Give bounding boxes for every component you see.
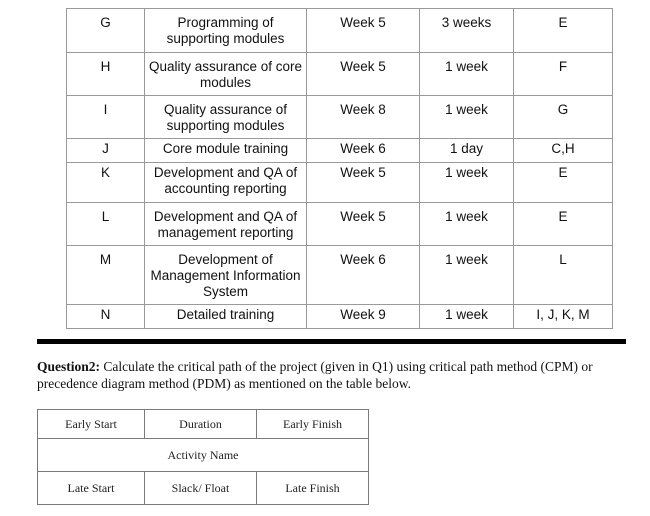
table-row [67,305,613,329]
activity-id: H [67,53,145,96]
activity-predecessor: C,H [514,139,613,163]
late-finish-cell: Late Finish [257,472,369,505]
activity-start: Week 5 [307,163,420,203]
activity-id: I [67,96,145,139]
activity-predecessor: I, J, K, M [514,305,613,329]
activity-predecessor: G [514,96,613,139]
early-finish-cell: Early Finish [257,410,369,439]
table-row [67,96,613,139]
activity-duration: 1 week [420,246,514,305]
activity-start: Week 8 [307,96,420,139]
activity-predecessor: E [514,203,613,246]
early-start-cell: Early Start [38,410,145,439]
activity-duration: 1 week [420,203,514,246]
activity-id: K [67,163,145,203]
activity-start: Week 5 [307,203,420,246]
activity-description: Quality assurance of core modules [145,53,307,96]
activity-id: M [67,246,145,305]
activity-table [66,8,613,329]
activity-id: J [67,139,145,163]
activity-duration: 1 week [420,163,514,203]
activity-start: Week 9 [307,305,420,329]
activity-start: Week 6 [307,246,420,305]
activity-start: Week 5 [307,53,420,96]
question-body: Calculate the critical path of the project (given in Q1) using critical path method (CPM) or precedence diagram method (PDM) as mentioned on the table below. [37,359,593,391]
table-row [67,163,613,203]
activity-predecessor: E [514,163,613,203]
activity-predecessor: L [514,246,613,305]
activity-duration: 3 weeks [420,9,514,53]
table-row [67,53,613,96]
slack-float-cell: Slack/ Float [145,472,257,505]
section-divider [37,339,626,344]
activity-description: Detailed training [145,305,307,329]
activity-description: Development and QA of accounting reporting [145,163,307,203]
activity-description: Core module training [145,139,307,163]
activity-start: Week 6 [307,139,420,163]
activity-predecessor: E [514,9,613,53]
activity-description: Quality assurance of supporting modules [145,96,307,139]
table-row [67,203,613,246]
table-row [67,9,613,53]
table-row [67,139,613,163]
activity-description: Programming of supporting modules [145,9,307,53]
activity-duration: 1 week [420,305,514,329]
duration-cell: Duration [145,410,257,439]
late-start-cell: Late Start [38,472,145,505]
activity-duration: 1 day [420,139,514,163]
activity-description: Development and QA of management reporting [145,203,307,246]
question-text [37,358,627,392]
activity-duration: 1 week [420,53,514,96]
activity-id: N [67,305,145,329]
activity-description: Development of Management Information System [145,246,307,305]
activity-duration: 1 week [420,96,514,139]
activity-start: Week 5 [307,9,420,53]
table-row [67,246,613,305]
activity-name-cell: Activity Name [38,439,369,472]
cpm-node-box [37,409,369,505]
activity-id: G [67,9,145,53]
activity-id: L [67,203,145,246]
activity-predecessor: F [514,53,613,96]
question-label: Question2: [37,359,101,374]
